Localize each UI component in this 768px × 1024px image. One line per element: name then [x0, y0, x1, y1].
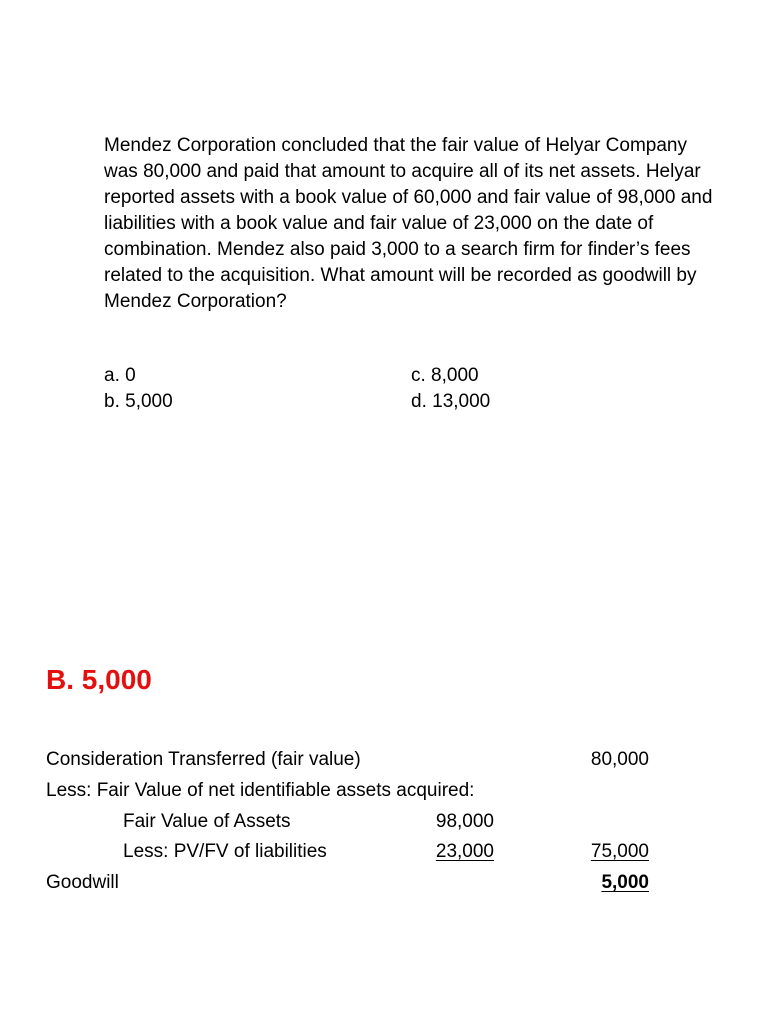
goodwill-value: 5,000	[601, 872, 649, 893]
less-fair-value-label: Less: Fair Value of net identifiable assets acquired:	[46, 780, 475, 801]
choice-a: a. 0	[104, 365, 136, 386]
consideration-label: Consideration Transferred (fair value)	[46, 749, 361, 770]
question-text: Mendez Corporation concluded that the fair value of Helyar Company was 80,000 and paid that amount to acquire all of its net assets. Helyar reported assets with a book value of 60,000 and fair value of 98,000 and liabilities with a book value and fair value of 23,000 on the date of combination. Mendez also paid 3,000 to a search firm for finder’s fees related to the acquisition. What amount will be recorded as goodwill by Mendez Corporation?	[104, 135, 713, 312]
question-block	[104, 133, 724, 315]
answer-heading: B. 5,000	[46, 664, 152, 695]
choice-d: d. 13,000	[411, 391, 491, 412]
less-liabilities-label: Less: PV/FV of liabilities	[123, 841, 327, 862]
fair-value-assets-label: Fair Value of Assets	[123, 811, 291, 832]
net-assets-value: 75,000	[590, 841, 649, 862]
consideration-value: 80,000	[590, 749, 649, 770]
choice-b: b. 5,000	[104, 391, 173, 412]
choice-c: c. 8,000	[411, 365, 479, 386]
goodwill-label: Goodwill	[46, 872, 119, 893]
less-liabilities-value: 23,000	[435, 841, 494, 862]
fair-value-assets-value: 98,000	[435, 811, 494, 832]
